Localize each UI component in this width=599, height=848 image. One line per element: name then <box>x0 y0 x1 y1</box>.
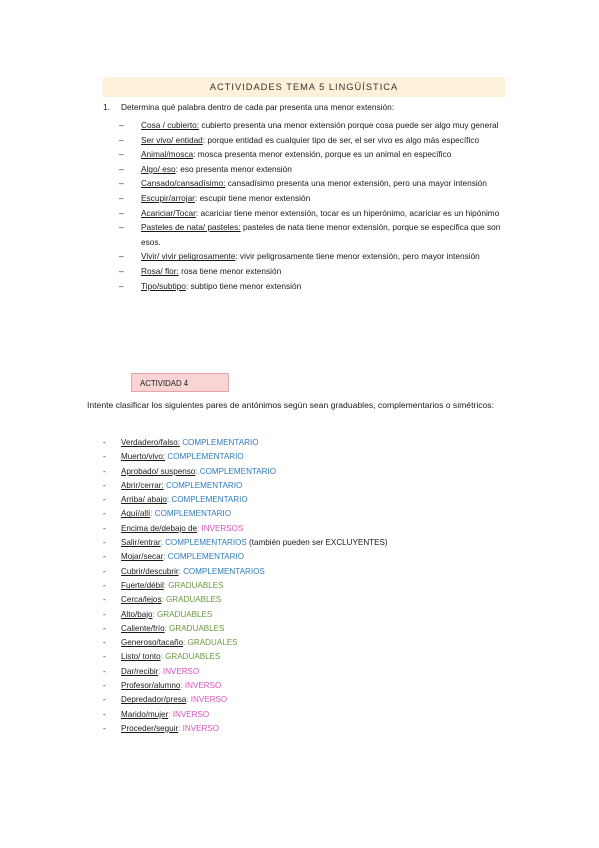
dash-bullet: - <box>103 723 106 733</box>
title-banner <box>103 77 505 97</box>
list-item <box>103 708 503 722</box>
list-item <box>119 191 511 206</box>
classification-label: : COMPLEMENTARIOS <box>178 566 265 576</box>
antonym-pair: Marido/mujer <box>121 709 169 719</box>
list-item <box>119 162 511 177</box>
word-pair: Escupir/arrojar <box>141 192 195 203</box>
dash-bullet: - <box>103 695 106 705</box>
dash-bullet: - <box>103 452 106 462</box>
list-item <box>103 693 503 707</box>
antonym-pair: Fuerte/débil <box>121 580 164 590</box>
classification-label: COMPLEMENTARIO <box>163 480 243 490</box>
antonym-pair: Abrir/cerrar: <box>121 480 164 490</box>
dash-bullet: - <box>103 595 106 605</box>
list-item <box>103 465 503 479</box>
dash-bullet: - <box>103 638 106 648</box>
question-number: 1. <box>103 102 110 112</box>
extension-list <box>119 118 511 293</box>
antonym-pair: Generoso/tacaño <box>121 638 184 648</box>
dash-bullet: - <box>103 666 106 676</box>
answer-text: : porque entidad es cualquier tipo de ser, el ser vivo es algo más específico <box>202 134 480 145</box>
dash-bullet: - <box>103 623 106 633</box>
classification-label: : COMPLEMENTARIO <box>195 466 277 476</box>
classification-label: : INVERSO <box>158 666 200 676</box>
list-item <box>119 133 511 148</box>
classification-label: : GRADUABLES <box>152 609 213 619</box>
dash-bullet: – <box>119 251 124 262</box>
dash-bullet: – <box>119 120 124 130</box>
classification-label: : GRADUABLES <box>164 623 225 633</box>
dash-bullet: - <box>103 509 106 519</box>
antonym-pair: Depredador/presa <box>121 695 187 705</box>
classification-label: COMPLEMENTARIO <box>179 438 259 447</box>
antonym-pair: Alto/bajo <box>121 609 153 619</box>
dash-bullet: - <box>103 438 106 447</box>
word-pair: Cosa / cubierto: <box>141 120 200 130</box>
antonym-pair: Caliente/frío <box>121 623 165 633</box>
classification-label: : GRADUABLES <box>160 652 221 662</box>
list-item <box>103 493 503 507</box>
dash-bullet: – <box>119 222 124 233</box>
dash-bullet: - <box>103 480 106 490</box>
antonym-pair: Aprobado/ suspenso <box>121 466 196 476</box>
classification-label: : COMPLEMENTARIO <box>163 552 245 562</box>
list-item <box>103 479 503 493</box>
list-item <box>119 118 511 133</box>
antonym-pair: Profesor/alumno <box>121 681 181 691</box>
word-pair: Vivir/ vivir peligrosamente <box>141 251 236 262</box>
dash-bullet: – <box>119 207 124 218</box>
list-item <box>103 436 503 450</box>
word-pair: Acariciar/Tocar <box>141 207 196 218</box>
word-pair: Algo/ eso <box>141 163 176 174</box>
list-item <box>103 579 503 593</box>
list-item <box>119 249 511 264</box>
classification-label: : INVERSO <box>180 681 222 691</box>
activity-4-label-box <box>131 373 229 392</box>
dash-bullet: - <box>103 538 106 548</box>
dash-bullet: – <box>119 134 124 145</box>
list-item <box>103 593 503 607</box>
dash-bullet: – <box>119 280 124 291</box>
antonym-pair: Dar/recibir <box>121 666 159 676</box>
list-item <box>103 636 503 650</box>
question-text: Determina qué palabra dentro de cada par presenta una menor extensión: <box>121 102 395 112</box>
word-pair: Ser vivo/ entidad <box>141 134 203 145</box>
word-pair: Cansado/cansadísimo: <box>141 178 226 189</box>
list-item <box>103 450 503 464</box>
list-item <box>103 665 503 679</box>
classification-label: : COMPLEMENTARIOS <box>160 538 247 548</box>
antonym-list <box>103 436 503 736</box>
word-pair: Pasteles de nata/ pasteles: <box>141 222 241 233</box>
dash-bullet: - <box>103 552 106 562</box>
answer-text: : eso presenta menor extensión <box>175 163 292 174</box>
dash-bullet: – <box>119 149 124 160</box>
antonym-pair: Mojar/secar <box>121 552 164 562</box>
classification-note: (también pueden ser EXCLUYENTES) <box>246 538 388 548</box>
dash-bullet: - <box>103 523 106 533</box>
list-item <box>119 147 511 162</box>
dash-bullet: - <box>103 566 106 576</box>
dash-bullet: – <box>119 192 124 203</box>
antonym-pair: Salir/entrar <box>121 538 161 548</box>
antonym-pair: Encima de/debajo de <box>121 523 198 533</box>
antonym-pair: Arriba/ abajo <box>121 495 167 505</box>
list-item <box>119 176 511 191</box>
word-pair: Rosa/ flor: <box>141 265 179 276</box>
list-item <box>103 608 503 622</box>
list-item <box>103 622 503 636</box>
answer-text: rosa tiene menor extensión <box>178 265 282 276</box>
dash-bullet: - <box>103 681 106 691</box>
classification-label: : GRADUABLES <box>161 595 222 605</box>
classification-label: : GRADUALES <box>183 638 238 648</box>
answer-text: pasteles de nata tiene menor extensión, porque se especifica que son esos. <box>141 222 501 247</box>
answer-text: cansadísimo presenta una menor extensión, pero una mayor intensión <box>225 178 487 189</box>
list-item <box>119 220 511 249</box>
dash-bullet: – <box>119 178 124 189</box>
classification-label: : COMPLEMENTARIO <box>166 495 248 505</box>
classification-label: : INVERSO <box>178 723 220 733</box>
classification-label: COMPLEMENTARIO <box>165 452 244 462</box>
antonym-pair: Muerto/vivo: <box>121 452 166 462</box>
list-item <box>103 722 503 736</box>
answer-text: : vivir peligrosamente tiene menor extensión, pero mayor intensión <box>235 251 480 262</box>
list-item <box>103 565 503 579</box>
antonym-pair: Cerca/lejos <box>121 595 162 605</box>
dash-bullet: – <box>119 163 124 174</box>
answer-text: : escupir tiene menor extensión <box>194 192 311 203</box>
answer-text: : acariciar tiene menor extensión, tocar es un hiperónimo, acariciar es un hipónimo <box>195 207 500 218</box>
classification-label: : INVERSO <box>186 695 228 705</box>
word-pair: Tipo/subtipo <box>141 280 186 291</box>
dash-bullet: - <box>103 495 106 505</box>
list-item <box>103 679 503 693</box>
classification-label: : GRADUABLES <box>163 580 224 590</box>
list-item <box>103 650 503 664</box>
antonym-pair: Cubrir/descubrir <box>121 566 179 576</box>
antonym-pair: Proceder/seguir <box>121 723 179 733</box>
list-item <box>119 279 511 294</box>
answer-text: : mosca presenta menor extensión, porque es un animal en específico <box>193 149 452 160</box>
list-item <box>103 536 503 550</box>
dash-bullet: - <box>103 652 106 662</box>
antonym-pair: Verdadero/falso: <box>121 438 180 447</box>
classification-label: : COMPLEMENTARIO <box>150 509 232 519</box>
dash-bullet: - <box>103 580 106 590</box>
list-item <box>103 507 503 521</box>
activity-4-intro: Intente clasificar los siguientes pares de antónimos según sean graduables, complementarios o simétricos: <box>87 400 494 410</box>
activity-4-label: ACTIVIDAD 4 <box>140 379 189 388</box>
antonym-pair: Aquí/allí <box>121 509 151 519</box>
dash-bullet: – <box>119 265 124 276</box>
antonym-pair: Listo/ tonto <box>121 652 161 662</box>
list-item <box>119 264 511 279</box>
list-item <box>103 522 503 536</box>
dash-bullet: - <box>103 609 106 619</box>
list-item <box>103 550 503 564</box>
answer-text: cubierto presenta una menor extensión porque cosa puede ser algo muy general <box>199 120 499 130</box>
page-title: ACTIVIDADES TEMA 5 LINGÜÍSTICA <box>209 82 399 92</box>
classification-label: : INVERSO <box>168 709 210 719</box>
dash-bullet: - <box>103 709 106 719</box>
list-item <box>119 206 511 221</box>
classification-label: : INVERSOS <box>197 523 244 533</box>
word-pair: Animal/mosca <box>141 149 194 160</box>
dash-bullet: - <box>103 466 106 476</box>
answer-text: : subtipo tiene menor extensión <box>185 280 302 291</box>
